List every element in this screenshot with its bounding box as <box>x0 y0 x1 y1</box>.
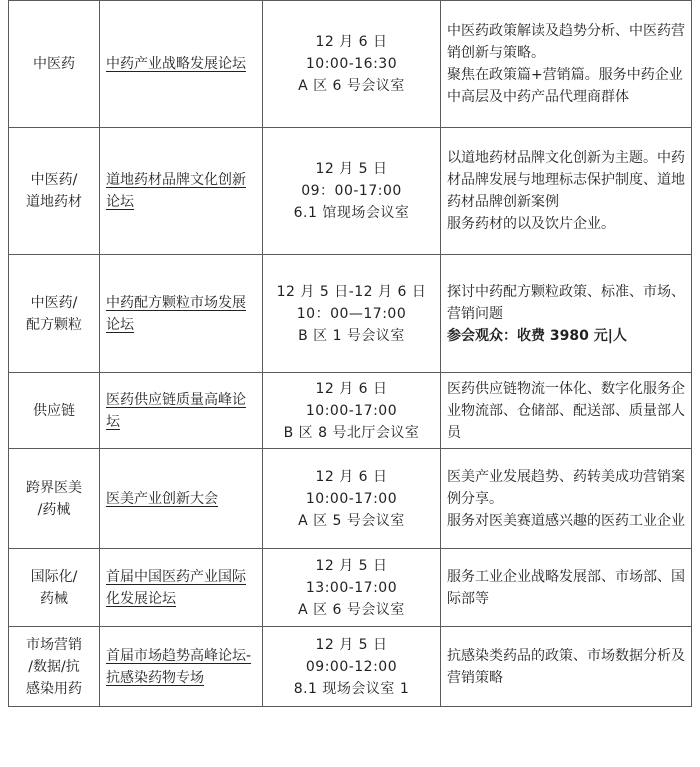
time-cell <box>263 627 441 707</box>
category-cell <box>9 449 100 549</box>
date-text: 12 月 5 日 <box>315 557 388 574</box>
date-text: 12 月 6 日 <box>315 468 388 485</box>
description-text: 医美产业发展趋势、药转美成功营销案例分享。 <box>447 468 685 507</box>
description-cell <box>441 373 692 449</box>
category-text: /药械 <box>37 501 71 518</box>
forum-link[interactable]: 医药供应链质量高峰论坛 <box>106 391 246 430</box>
description-cell <box>441 549 692 627</box>
forum-link[interactable]: 首届中国医药产业国际化发展论坛 <box>106 568 246 607</box>
forum-link[interactable]: 中药产业战略发展论坛 <box>106 56 246 72</box>
forum-schedule-table <box>8 0 692 707</box>
category-text: /数据/抗 <box>28 658 80 675</box>
category-cell <box>9 549 100 627</box>
table-row <box>9 373 692 449</box>
time-cell <box>263 549 441 627</box>
forum-link[interactable]: 中药配方颗粒市场发展论坛 <box>106 294 246 333</box>
category-text: 配方颗粒 <box>26 316 82 333</box>
description-text: 服务工业企业战略发展部、市场部、国际部等 <box>447 568 685 607</box>
time-cell <box>263 128 441 255</box>
hours-text: 09:00-12:00 <box>305 658 398 675</box>
venue-text: A 区 6 号会议室 <box>298 78 405 94</box>
date-text: 12 月 5 日 <box>315 161 388 177</box>
time-cell <box>263 449 441 549</box>
date-text: 12 月 6 日 <box>315 380 388 397</box>
hours-text: 10:00-17:00 <box>305 402 398 419</box>
date-text: 12 月 5 日 <box>315 636 388 653</box>
hours-text: 09：00-17:00 <box>301 183 402 199</box>
forum-name-cell <box>100 1 263 128</box>
category-cell <box>9 373 100 449</box>
forum-name-cell <box>100 128 263 255</box>
hours-text: 10:00-16:30 <box>305 56 398 72</box>
category-text: 供应链 <box>33 402 75 419</box>
forum-name-cell <box>100 373 263 449</box>
description-text: 服务对医美赛道感兴趣的医药工业企业 <box>447 512 685 529</box>
category-text: 道地药材 <box>26 194 82 210</box>
description-cell <box>441 1 692 128</box>
venue-text: 8.1 现场会议室 1 <box>293 680 410 697</box>
forum-link[interactable]: 首届市场趋势高峰论坛-抗感染药物专场 <box>106 647 252 686</box>
description-text: 中医药政策解读及趋势分析、中医药营销创新与策略。 <box>447 23 685 61</box>
table-row <box>9 255 692 373</box>
venue-text: A 区 6 号会议室 <box>298 601 405 618</box>
description-text: 参会观众：收费 3980 元|人 <box>447 327 627 344</box>
description-cell <box>441 128 692 255</box>
category-cell <box>9 255 100 373</box>
table-row <box>9 549 692 627</box>
venue-text: B 区 8 号北厅会议室 <box>283 424 420 441</box>
description-text: 以道地药材品牌文化创新为主题。中药材品牌发展与地理标志保护制度、道地药材品牌创新案例 <box>447 150 685 210</box>
forum-name-cell <box>100 549 263 627</box>
forum-link[interactable]: 医美产业创新大会 <box>106 490 218 507</box>
description-text: 探讨中药配方颗粒政策、标准、市场、营销问题 <box>447 283 685 322</box>
hours-text: 13:00-17:00 <box>305 579 398 596</box>
category-text: 感染用药 <box>26 680 82 697</box>
category-text: 中医药 <box>33 56 75 72</box>
category-cell <box>9 128 100 255</box>
time-cell <box>263 373 441 449</box>
category-cell <box>9 627 100 707</box>
forum-name-cell <box>100 255 263 373</box>
category-text: 市场营销 <box>26 636 82 653</box>
venue-text: B 区 1 号会议室 <box>298 327 405 344</box>
forum-name-cell <box>100 627 263 707</box>
description-text: 服务药材的以及饮片企业。 <box>447 216 615 232</box>
description-text: 医药供应链物流一体化、数字化服务企业物流部、仓储部、配送部、质量部人员 <box>447 380 685 441</box>
category-cell <box>9 1 100 128</box>
time-cell <box>263 255 441 373</box>
table-row <box>9 449 692 549</box>
hours-text: 10:00-17:00 <box>305 490 398 507</box>
category-text: 中医药/ <box>30 294 78 311</box>
description-text: 抗感染类药品的政策、市场数据分析及营销策略 <box>447 647 685 686</box>
category-text: 国际化/ <box>30 568 78 585</box>
description-text: 聚焦在政策篇+营销篇。服务中药企业中高层及中药产品代理商群体 <box>447 67 683 105</box>
category-text: 药械 <box>40 590 68 607</box>
time-cell <box>263 1 441 128</box>
venue-text: A 区 5 号会议室 <box>298 512 405 529</box>
category-text: 中医药/ <box>30 172 78 188</box>
description-cell <box>441 255 692 373</box>
hours-text: 10：00—17:00 <box>296 305 407 322</box>
category-text: 跨界医美 <box>26 479 82 496</box>
forum-name-cell <box>100 449 263 549</box>
table-row <box>9 128 692 255</box>
table-row <box>9 627 692 707</box>
forum-link[interactable]: 道地药材品牌文化创新论坛 <box>106 172 246 210</box>
description-cell <box>441 449 692 549</box>
table-row <box>9 1 692 128</box>
description-cell <box>441 627 692 707</box>
venue-text: 6.1 馆现场会议室 <box>293 205 410 221</box>
date-text: 12 月 6 日 <box>315 34 388 50</box>
date-text: 12 月 5 日-12 月 6 日 <box>276 283 427 300</box>
